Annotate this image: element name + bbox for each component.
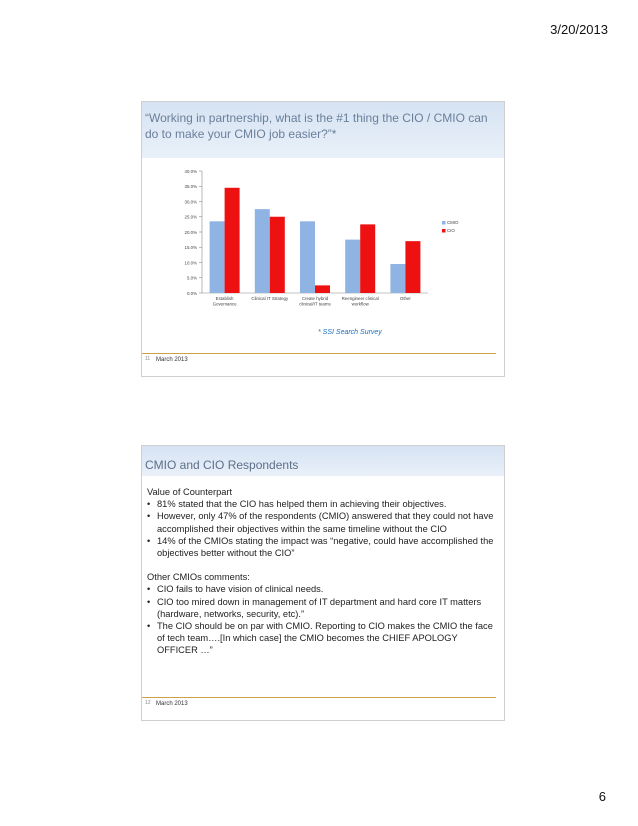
y-tick-label: 40.0% (184, 168, 197, 174)
slide-title-band (142, 446, 504, 476)
slide-survey-chart (141, 101, 505, 377)
bullet-list (147, 498, 498, 559)
x-tick-label-line: workflow (351, 301, 369, 307)
y-tick-label: 0.0% (186, 290, 197, 296)
x-tick-label-line: Establish (215, 296, 234, 301)
legend-swatch-cio (442, 229, 446, 233)
x-tick-label-line: clinical/IT teams (299, 301, 331, 307)
x-tick-label (342, 296, 379, 307)
legend-label: CMIO (447, 220, 459, 225)
x-tick-label (251, 296, 289, 301)
slide-title: CMIO and CIO Respondents (145, 458, 299, 472)
x-tick-label-line: Clinical IT Strategy (251, 296, 289, 301)
x-tick-label (400, 296, 412, 301)
x-tick-label (213, 296, 237, 307)
page-number: 6 (598, 789, 606, 804)
y-tick-label: 30.0% (184, 199, 197, 205)
bar-cmio (300, 221, 315, 293)
list-item: • However, only 47% of the respondents (CMIO) answered that they could not have accomplished their objectives within the same timeline without the CIO (147, 510, 498, 534)
list-item: • The CIO should be on par with CMIO. Reporting to CIO makes the CMIO the face of tech team….[In which case] the CMIO becomes the CHIEF APOLOGY OFFICER …” (147, 620, 498, 657)
slide-respondents (141, 445, 505, 721)
bar-cio (225, 188, 240, 293)
x-tick-label-line: Governance (212, 301, 237, 307)
bar-cmio (345, 240, 360, 293)
list-item: • CIO fails to have vision of clinical needs. (147, 583, 498, 595)
page-header-date: 3/20/2013 (550, 22, 608, 37)
y-tick-label: 25.0% (184, 214, 197, 220)
section-heading: Value of Counterpart (147, 487, 233, 497)
y-tick-label: 10.0% (184, 260, 197, 266)
x-tick-label-line: Other (399, 296, 411, 301)
x-tick-label (299, 296, 331, 307)
slide-footer (142, 697, 496, 710)
slide-number: 11 (145, 356, 151, 362)
chart-footnote: * SSI Search Survey (318, 329, 382, 336)
bar-cio (270, 217, 285, 293)
slide-number: 12 (145, 700, 151, 706)
slide-footer (142, 353, 496, 366)
bar-chart (170, 166, 470, 316)
list-item: • CIO too mired down in management of IT department and hard core IT matters (hardware, networks, security, etc).” (147, 596, 498, 620)
slide-title: “Working in partnership, what is the #1 thing the CIO / CMIO can do to make your CMIO job easier?”* (145, 111, 488, 141)
y-tick-label: 15.0% (184, 245, 197, 251)
legend-label: CIO (447, 228, 455, 233)
bullet-list (147, 583, 498, 656)
bar-cio (315, 285, 330, 293)
slide-date: March 2013 (156, 701, 188, 707)
list-item: • 14% of the CMIOs stating the impact was “negative, could have accomplished the objectives better without the CIO” (147, 535, 498, 559)
bar-cmio (390, 264, 405, 293)
section-heading: Other CMIOs comments: (147, 572, 250, 583)
legend-swatch-cmio (442, 221, 446, 225)
bar-cmio (210, 221, 225, 293)
bar-cio (360, 224, 375, 293)
slide-title-band (142, 102, 504, 158)
bar-cmio (255, 209, 270, 293)
x-tick-label-line: Create hybrid (301, 296, 329, 301)
y-tick-label: 35.0% (184, 184, 197, 190)
bar-cio (405, 241, 420, 293)
y-tick-label: 20.0% (184, 229, 197, 235)
x-tick-label-line: Reengineer clinical (341, 296, 379, 301)
slide-date: March 2013 (156, 357, 188, 363)
list-item: • 81% stated that the CIO has helped them in achieving their objectives. (147, 498, 498, 510)
slide-body (147, 486, 498, 657)
y-tick-label: 5.0% (186, 275, 197, 281)
